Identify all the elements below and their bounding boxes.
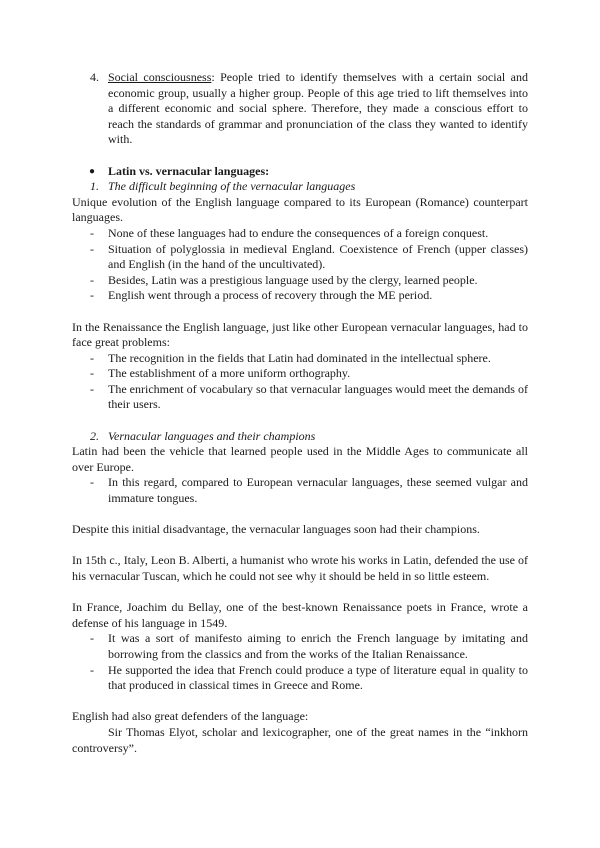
- bullet-icon: ●: [89, 165, 96, 177]
- list-item: - English went through a process of recovery through the ME period.: [90, 288, 433, 303]
- dash-icon: -: [90, 381, 94, 396]
- paragraph-despite: Despite this initial disadvantage, the vernacular languages soon had their champions.: [72, 522, 480, 537]
- numbered-item-social-consciousness: [72, 70, 528, 148]
- dash-icon: -: [90, 631, 94, 646]
- dash-icon: -: [90, 475, 94, 490]
- item-number: 4.: [90, 70, 99, 84]
- list-item: - Besides, Latin was a prestigious language used by the clergy, learned people.: [90, 272, 478, 287]
- list-item: - The enrichment of vocabulary so that vernacular languages would meet the demands of their users.: [90, 381, 528, 412]
- dash-icon: -: [90, 225, 94, 240]
- subheading-title: Vernacular languages and their champions: [108, 428, 316, 443]
- section-heading: [72, 164, 528, 180]
- dash-list-3: [72, 475, 528, 506]
- dash-list-4: [72, 631, 528, 693]
- item-text: : People tried to identify themselves with a certain social and economic group, usually a higher group. People of this age tried to lift themselves into a different economic and social sphere. Therefore, they made a conscious effort to reach the standards of grammar and pronunciation of the class they wanted to identify with.: [108, 70, 528, 147]
- dash-list-1: [72, 226, 528, 304]
- subheading-number: 1.: [90, 179, 99, 194]
- item-term: Social consciousness: [108, 70, 212, 84]
- list-item: - In this regard, compared to European vernacular languages, these seemed vulgar and immature tongues.: [90, 475, 528, 506]
- subheading-title: The difficult beginning of the vernacular languages: [108, 179, 356, 194]
- paragraph-unique-evolution: Unique evolution of the English language compared to its European (Romance) counterpart languages.: [72, 194, 528, 225]
- dash-icon: -: [90, 350, 94, 365]
- list-item: - The establishment of a more uniform orthography.: [90, 366, 351, 381]
- paragraph-latin-vehicle: Latin had been the vehicle that learned people used in the Middle Ages to communicate all over Europe.: [72, 444, 528, 474]
- dash-icon: -: [90, 366, 94, 381]
- list-item: - None of these languages had to endure the consequences of a foreign conquest.: [90, 225, 489, 240]
- dash-list-2: [72, 351, 528, 413]
- dash-icon: -: [90, 272, 94, 287]
- section-title: Latin vs. vernacular languages:: [108, 163, 270, 178]
- dash-icon: -: [90, 241, 94, 256]
- list-item: - He supported the idea that French could produce a type of literature equal in quality to that produced in classical times in Greece and Rome.: [90, 662, 528, 693]
- paragraph-italy: In 15th c., Italy, Leon B. Alberti, a humanist who wrote his works in Latin, defended the use of his vernacular Tuscan, which he could not see why it should be held in so little esteem.: [72, 553, 528, 583]
- list-item: - It was a sort of manifesto aiming to enrich the French language by imitating and borrowing from the classics and from the works of the Italian Renaissance.: [90, 631, 528, 661]
- list-item: - Situation of polyglossia in medieval England. Coexistence of French (upper classes) and English (in the hand of the uncultivated).: [90, 241, 528, 272]
- subheading-1: [72, 179, 528, 195]
- paragraph-renaissance: In the Renaissance the English language, just like other European vernacular languages, had to face great problems:: [72, 319, 528, 350]
- list-item: - The recognition in the fields that Latin had dominated in the intellectual sphere.: [90, 350, 491, 365]
- paragraph-france: In France, Joachim du Bellay, one of the best-known Renaissance poets in France, wrote a defense of his language in 1549.: [72, 600, 528, 630]
- subheading-2: [72, 429, 528, 445]
- paragraph-english-defenders: English had also great defenders of the language:: [72, 709, 309, 724]
- dash-icon: -: [90, 662, 94, 677]
- dash-icon: -: [90, 288, 94, 303]
- paragraph-elyot: Sir Thomas Elyot, scholar and lexicographer, one of the great names in the “inkhorn controversy”.: [72, 724, 528, 755]
- subheading-number: 2.: [90, 428, 99, 443]
- document-page: [72, 70, 528, 756]
